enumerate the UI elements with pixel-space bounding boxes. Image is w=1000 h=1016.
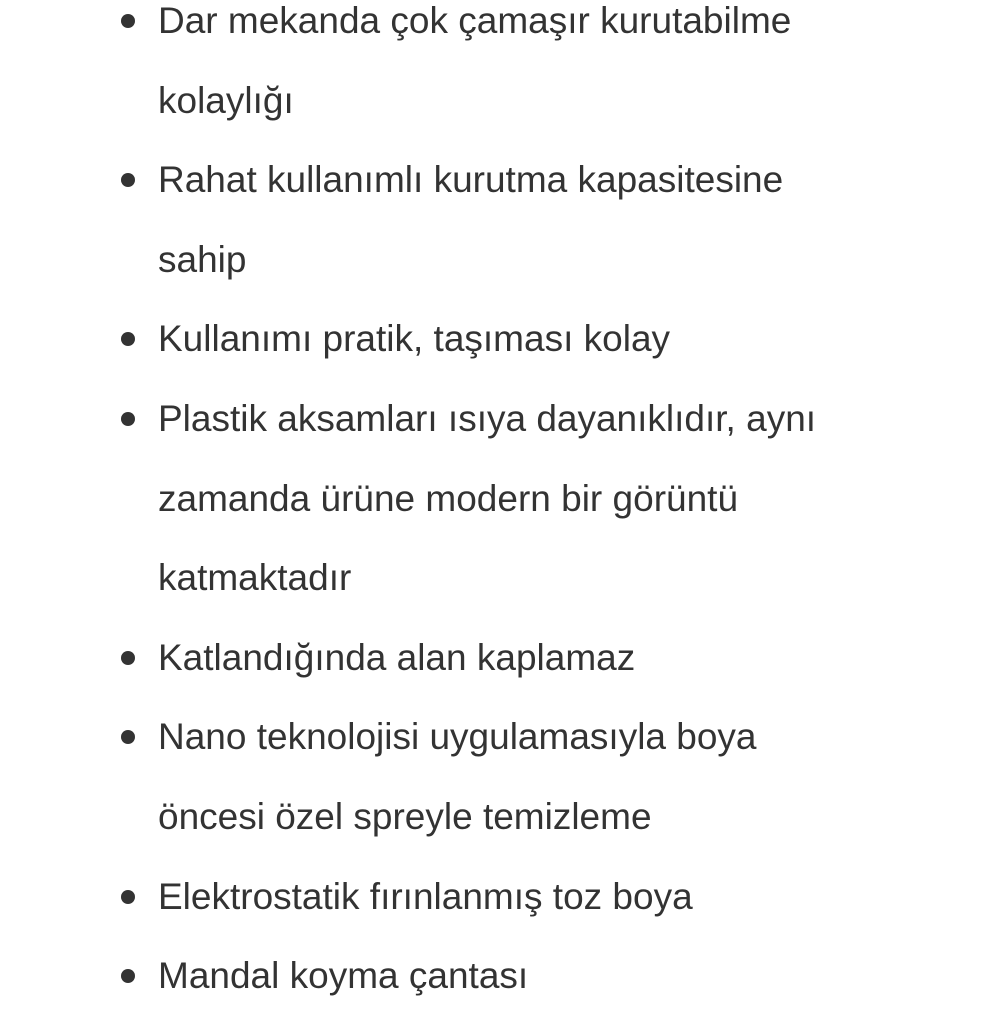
list-item [158, 697, 858, 856]
list-item-text: Nano teknolojisi uygulamasıyla boya öncesi özel spreyle temizleme [158, 716, 757, 837]
bullet-icon [121, 412, 135, 426]
bullet-icon [121, 730, 135, 744]
list-item-text: Elektrostatik fırınlanmış toz boya [158, 875, 693, 917]
list-item-text: Plastik aksamları ısıya dayanıklıdır, aynı zamanda ürüne modern bir görüntü katmaktadır [158, 397, 817, 599]
bullet-icon [121, 969, 135, 983]
bullet-icon [121, 173, 135, 187]
list-item [158, 857, 858, 937]
list-item [158, 140, 858, 299]
bullet-icon [121, 14, 135, 28]
bullet-icon [121, 890, 135, 904]
list-item [158, 299, 858, 379]
list-item [158, 0, 858, 140]
list-item-text: Mandal koyma çantası [158, 955, 529, 997]
list-item [158, 379, 858, 618]
feature-list [158, 0, 858, 1016]
bullet-icon [121, 332, 135, 346]
list-item-text: Rahat kullanımlı kurutma kapasitesine sahip [158, 159, 784, 280]
list-item [158, 618, 858, 698]
list-item-text: Kullanımı pratik, taşıması kolay [158, 318, 671, 360]
list-item [158, 936, 858, 1016]
list-item-text: Dar mekanda çok çamaşır kurutabilme kolaylığı [158, 0, 792, 121]
bullet-icon [121, 651, 135, 665]
list-item-text: Katlandığında alan kaplamaz [158, 636, 636, 678]
